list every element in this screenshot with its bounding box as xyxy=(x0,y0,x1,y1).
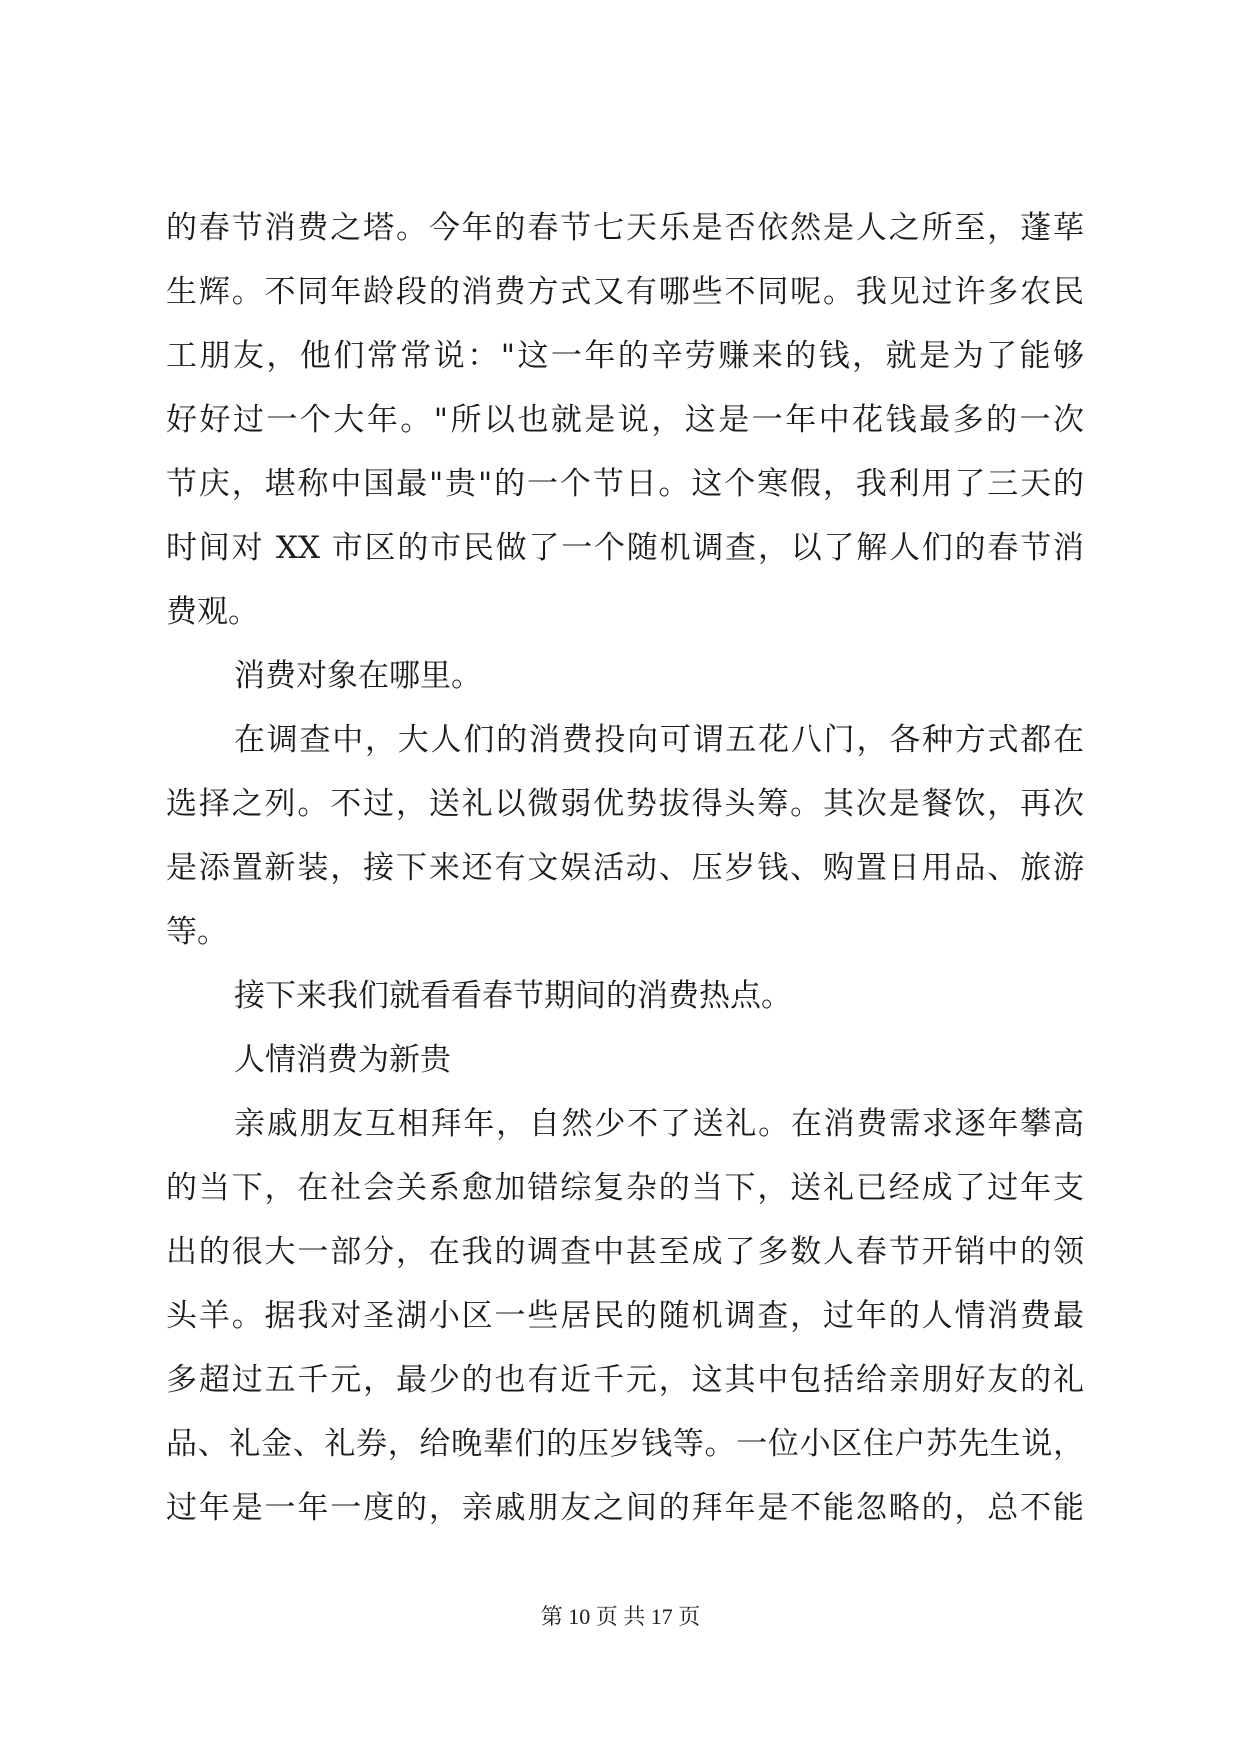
text-line: 的当下，在社会关系愈加错综复杂的当下，送礼已经成了过年支 xyxy=(166,1170,1084,1206)
section-heading: 消费对象在哪里。 xyxy=(234,658,482,694)
text-line: 过年是一年一度的，亲戚朋友之间的拜年是不能忽略的，总不能 xyxy=(166,1490,1084,1526)
text-line: 在调查中，大人们的消费投向可谓五花八门，各种方式都在 xyxy=(234,722,1084,758)
text-line: 等。 xyxy=(166,914,228,950)
text-line: 头羊。据我对圣湖小区一些居民的随机调查，过年的人情消费最 xyxy=(166,1298,1084,1334)
text-line: 亲戚朋友互相拜年，自然少不了送礼。在消费需求逐年攀高 xyxy=(234,1106,1084,1142)
text-line: 品、礼金、礼券，给晚辈们的压岁钱等。一位小区住户苏先生说， xyxy=(166,1426,1084,1462)
text-line: 出的很大一部分，在我的调查中甚至成了多数人春节开销中的领 xyxy=(166,1234,1084,1270)
text-line: 接下来我们就看看春节期间的消费热点。 xyxy=(234,978,792,1014)
section-heading: 人情消费为新贵 xyxy=(234,1042,451,1078)
text-line: 好好过一个大年。"所以也就是说，这是一年中花钱最多的一次 xyxy=(166,402,1084,438)
text-line: 是添置新装，接下来还有文娱活动、压岁钱、购置日用品、旅游 xyxy=(166,850,1084,886)
text-line: 节庆，堪称中国最"贵"的一个节日。这个寒假，我利用了三天的 xyxy=(166,466,1084,502)
text-line: 的春节消费之塔。今年的春节七天乐是否依然是人之所至，蓬荜 xyxy=(166,210,1084,246)
text-line: 选择之列。不过，送礼以微弱优势拔得头筹。其次是餐饮，再次 xyxy=(166,786,1084,822)
page-footer: 第 10 页 共 17 页 xyxy=(540,1604,701,1629)
text-line: 时间对 XX 市区的市民做了一个随机调查，以了解人们的春节消 xyxy=(166,530,1084,566)
text-line: 费观。 xyxy=(166,594,259,630)
text-line: 工朋友，他们常常说："这一年的辛劳赚来的钱，就是为了能够 xyxy=(166,338,1084,374)
text-line: 多超过五千元，最少的也有近千元，这其中包括给亲朋好友的礼 xyxy=(166,1362,1084,1398)
text-line: 生辉。不同年龄段的消费方式又有哪些不同呢。我见过许多农民 xyxy=(166,274,1084,310)
